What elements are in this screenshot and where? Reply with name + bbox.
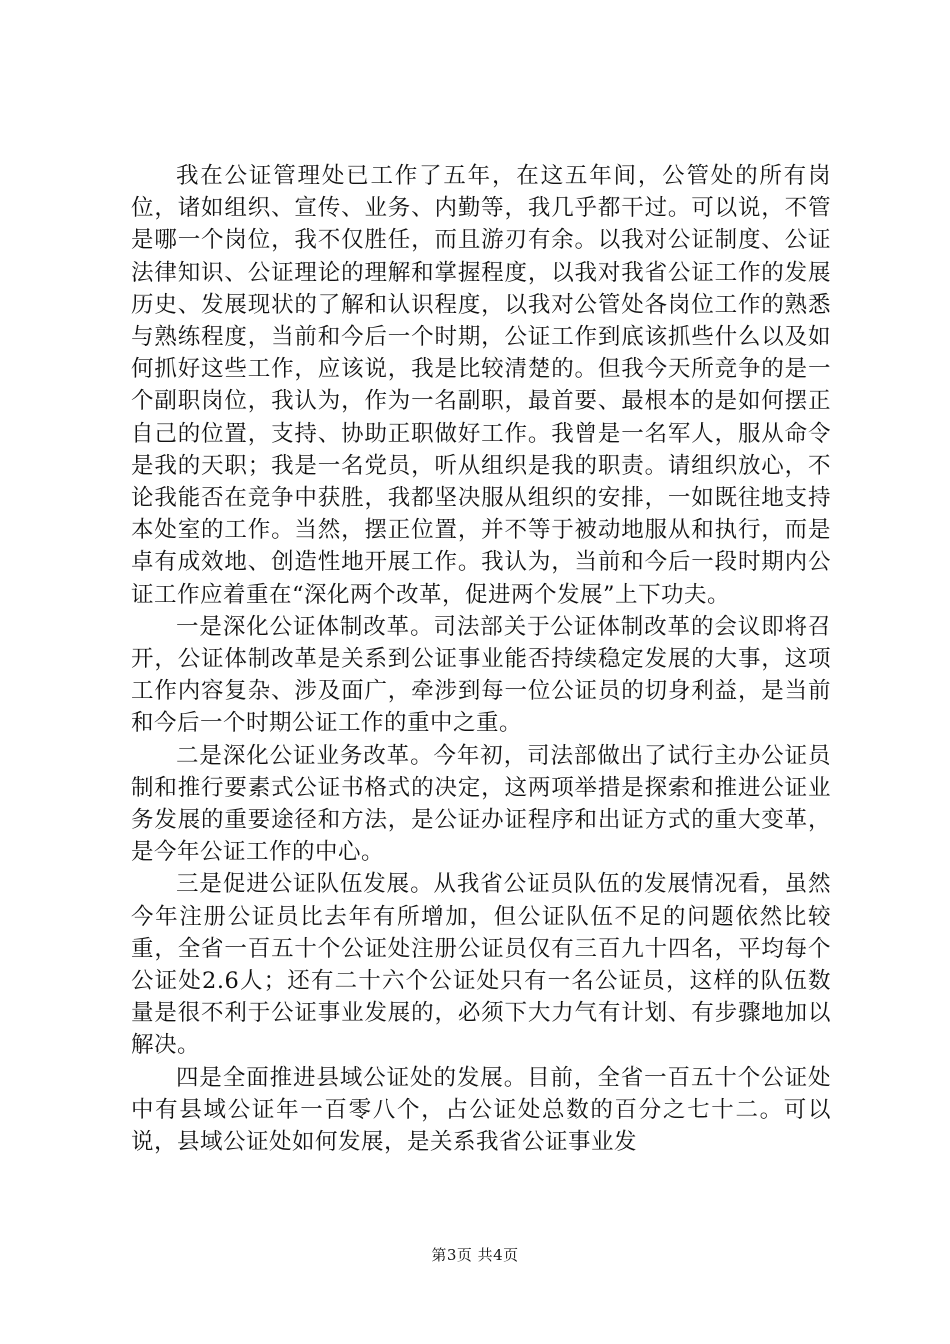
paragraph-point-1: 一是深化公证体制改革。司法部关于公证体制改革的会议即将召开，公证体制改革是关系到公证事业能否持续稳定发展的大事，这项工作内容复杂、涉及面广，牵涉到每一位公证员的切身利益，是当前和今后一个时期公证工作的重中之重。 [131,613,831,737]
page-footer: 第3页 共4页 [431,1246,519,1264]
paragraph-point-4: 四是全面推进县域公证处的发展。目前，全省一百五十个公证处中有县域公证年一百零八个，占公证处总数的百分之七十二。可以说，县域公证处如何发展，是关系我省公证事业发 [131,1064,831,1156]
paragraph-point-2: 二是深化公证业务改革。今年初，司法部做出了试行主办公证员制和推行要素式公证书格式的决定，这两项举措是探索和推进公证业务发展的重要途径和方法，是公证办证程序和出证方式的重大变革，是今年公证工作的中心。 [131,742,831,866]
paragraph-point-3: 三是促进公证队伍发展。从我省公证员队伍的发展情况看，虽然今年注册公证员比去年有所增加，但公证队伍不足的问题依然比较重，全省一百五十个公证处注册公证员仅有三百九十四名，平均每个公证处2.6人；还有二十六个公证处只有一名公证员，这样的队伍数量是很不利于公证事业发展的，必须下大力气有计划、有步骤地加以解决。 [131,871,831,1059]
body-text [131,160,831,1158]
paragraph-intro: 我在公证管理处已工作了五年，在这五年间，公管处的所有岗位，诸如组织、宣传、业务、内勤等，我几乎都干过。可以说，不管是哪一个岗位，我不仅胜任，而且游刃有余。以我对公证制度、公证法律知识、公证理论的理解和掌握程度，以我对我省公证工作的发展历史、发展现状的了解和认识程度，以我对公管处各岗位工作的熟悉与熟练程度，当前和今后一个时期，公证工作到底该抓些什么以及如何抓好这些工作，应该说，我是比较清楚的。但我今天所竞争的是一个副职岗位，我认为，作为一名副职，最首要、最根本的是如何摆正自己的位置，支持、协助正职做好工作。我曾是一名军人，服从命令是我的天职；我是一名党员，听从组织是我的职责。请组织放心，不论我能否在竞争中获胜，我都坚决服从组织的安排，一如既往地支持本处室的工作。当然，摆正位置，并不等于被动地服从和执行，而是卓有成效地、创造性地开展工作。我认为，当前和今后一段时期内公证工作应着重在“深化两个改革，促进两个发展”上下功夫。 [131,163,831,608]
